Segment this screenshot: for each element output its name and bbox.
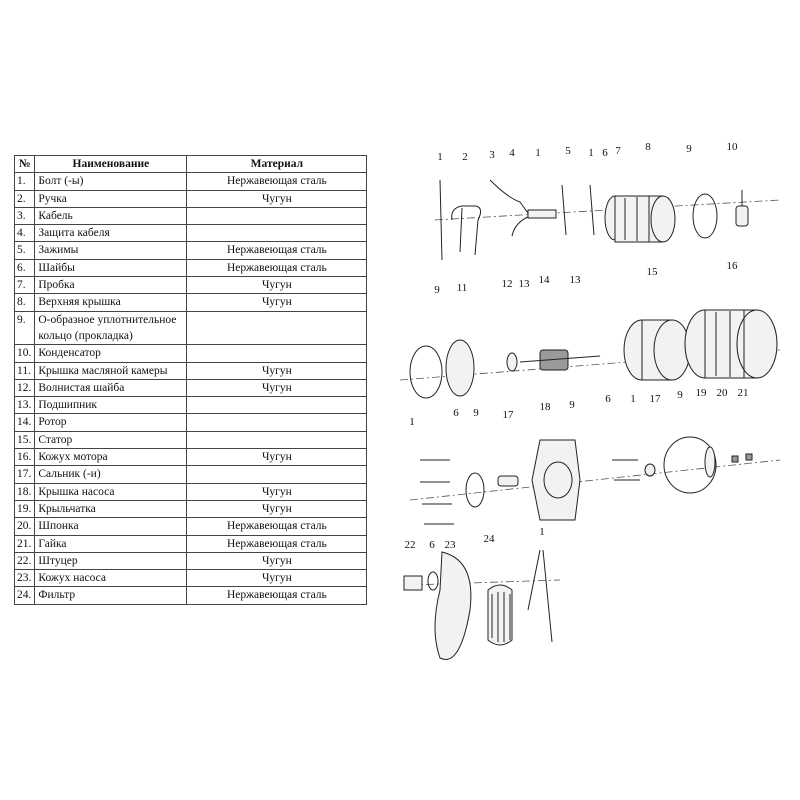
cell-name: Крышка масляной камеры (35, 362, 187, 379)
cell-name: Ротор (35, 414, 187, 431)
row1-assembly (435, 180, 780, 260)
cell-number: 12. (15, 379, 35, 396)
oring-shape-2 (410, 346, 442, 398)
table-row (15, 431, 367, 448)
cell-number: 14. (15, 414, 35, 431)
part-label: 20 (716, 387, 728, 399)
cell-name: Защита кабеля (35, 225, 187, 242)
cell-material: Чугун (187, 483, 367, 500)
part-label: 16 (726, 260, 738, 272)
part-label: 2 (462, 151, 468, 163)
part-label: 7 (615, 145, 621, 157)
cell-name: Болт (-ы) (35, 173, 187, 190)
cell-name: Кабель (35, 207, 187, 224)
cell-material (187, 397, 367, 414)
part-label: 17 (649, 393, 661, 405)
row3-assembly (410, 437, 780, 524)
part-label: 11 (456, 282, 468, 294)
cable-shape (490, 180, 530, 236)
part-label: 9 (686, 143, 692, 155)
table-row (15, 518, 367, 535)
part-label: 14 (538, 274, 550, 286)
cell-material: Чугун (187, 277, 367, 294)
cell-material: Чугун (187, 449, 367, 466)
table-row (15, 379, 367, 396)
part-label: 9 (473, 407, 479, 419)
cell-number: 1. (15, 173, 35, 190)
cell-name: Сальник (-и) (35, 466, 187, 483)
header-number: № (15, 156, 35, 173)
part-label: 9 (677, 389, 683, 401)
table-row (15, 362, 367, 379)
cell-number: 17. (15, 466, 35, 483)
header-name: Наименование (35, 156, 187, 173)
part-label: 17 (502, 409, 514, 421)
row4-assembly (404, 550, 560, 659)
table-row (15, 345, 367, 362)
cell-material: Чугун (187, 500, 367, 517)
table-row (15, 466, 367, 483)
part-label: 15 (646, 266, 658, 278)
cell-name: Подшипник (35, 397, 187, 414)
cell-name: Конденсатор (35, 345, 187, 362)
part-label: 6 (602, 147, 608, 159)
cell-material: Чугун (187, 294, 367, 311)
cell-name: Волнистая шайба (35, 379, 187, 396)
table-row (15, 587, 367, 604)
cell-number: 13. (15, 397, 35, 414)
oring-shape-1 (693, 194, 717, 238)
part-label: 13 (518, 278, 530, 290)
table-row (15, 242, 367, 259)
capacitor-shape (736, 206, 748, 226)
cell-material: Чугун (187, 379, 367, 396)
cell-number: 19. (15, 500, 35, 517)
table-row (15, 190, 367, 207)
cell-number: 4. (15, 225, 35, 242)
pump-housing-shape (435, 552, 471, 659)
part-label: 6 (429, 539, 435, 551)
cell-name: Кожух насоса (35, 570, 187, 587)
cell-name: Фильтр (35, 587, 187, 604)
part-label: 6 (605, 393, 611, 405)
cell-number: 6. (15, 259, 35, 276)
cell-material: Нержавеющая сталь (187, 587, 367, 604)
cell-name: Верхняя крышка (35, 294, 187, 311)
table-row (15, 449, 367, 466)
cell-material (187, 414, 367, 431)
part-label: 1 (409, 416, 415, 428)
cell-name: О-образное уплотнительное кольцо (прокладка) (35, 311, 187, 345)
cell-name: Шайбы (35, 259, 187, 276)
cell-name: Крышка насоса (35, 483, 187, 500)
cell-number: 18. (15, 483, 35, 500)
part-label: 1 (630, 393, 636, 405)
cell-number: 16. (15, 449, 35, 466)
table-header-row (15, 156, 367, 173)
cell-material (187, 207, 367, 224)
cell-material: Чугун (187, 570, 367, 587)
table-row (15, 225, 367, 242)
part-label: 13 (569, 274, 581, 286)
part-label: 21 (737, 387, 749, 399)
cell-number: 7. (15, 277, 35, 294)
table-row (15, 500, 367, 517)
part-label: 3 (489, 149, 495, 161)
cell-name: Штуцер (35, 552, 187, 569)
cell-material: Нержавеющая сталь (187, 242, 367, 259)
cell-number: 10. (15, 345, 35, 362)
part-label: 23 (444, 539, 456, 551)
part-label: 5 (565, 145, 571, 157)
cell-number: 24. (15, 587, 35, 604)
cell-material (187, 225, 367, 242)
part-label: 19 (695, 387, 707, 399)
table-row (15, 294, 367, 311)
cell-name: Шпонка (35, 518, 187, 535)
cell-material: Нержавеющая сталь (187, 535, 367, 552)
table-row (15, 570, 367, 587)
header-material: Материал (187, 156, 367, 173)
cell-number: 3. (15, 207, 35, 224)
part-label: 9 (569, 399, 575, 411)
part-label: 4 (509, 147, 515, 159)
table-row (15, 173, 367, 190)
cell-material: Нержавеющая сталь (187, 173, 367, 190)
cable-guard-shape (528, 210, 556, 218)
part-label: 12 (501, 278, 513, 290)
part-label: 10 (726, 141, 738, 153)
parts-table (14, 155, 367, 605)
part-label: 9 (434, 284, 440, 296)
table-row (15, 535, 367, 552)
table-row (15, 552, 367, 569)
cell-number: 2. (15, 190, 35, 207)
part-label: 24 (483, 533, 495, 545)
cell-material (187, 466, 367, 483)
cell-material: Чугун (187, 190, 367, 207)
cell-number: 23. (15, 570, 35, 587)
cell-name: Кожух мотора (35, 449, 187, 466)
table-row (15, 259, 367, 276)
cell-number: 21. (15, 535, 35, 552)
cell-number: 20. (15, 518, 35, 535)
table-row (15, 311, 367, 345)
part-label: 22 (404, 539, 416, 551)
row2-assembly (400, 310, 780, 398)
cell-number: 9. (15, 311, 35, 345)
cell-material (187, 431, 367, 448)
part-label: 1 (539, 526, 545, 538)
table-row (15, 397, 367, 414)
cell-number: 8. (15, 294, 35, 311)
cell-number: 5. (15, 242, 35, 259)
cell-name: Ручка (35, 190, 187, 207)
cell-material (187, 311, 367, 345)
cell-material: Нержавеющая сталь (187, 518, 367, 535)
part-label: 6 (453, 407, 459, 419)
pump-cover-shape (532, 440, 580, 520)
cell-material (187, 345, 367, 362)
impeller-shape (705, 447, 715, 477)
cell-name: Пробка (35, 277, 187, 294)
table-row (15, 277, 367, 294)
cell-name: Зажимы (35, 242, 187, 259)
table-row (15, 414, 367, 431)
part-label: 1 (535, 147, 541, 159)
cell-material: Чугун (187, 362, 367, 379)
cell-number: 15. (15, 431, 35, 448)
cell-material: Чугун (187, 552, 367, 569)
table-row (15, 483, 367, 500)
cell-material: Нержавеющая сталь (187, 259, 367, 276)
handle-shape (452, 206, 481, 255)
part-label: 8 (645, 141, 651, 153)
part-label: 18 (539, 401, 551, 413)
parts-table-body (15, 173, 367, 604)
cell-name: Гайка (35, 535, 187, 552)
part-label: 1 (437, 151, 443, 163)
cell-number: 11. (15, 362, 35, 379)
part-label: 1 (588, 147, 594, 159)
table-row (15, 207, 367, 224)
cell-name: Статор (35, 431, 187, 448)
cell-name: Крыльчатка (35, 500, 187, 517)
cell-number: 22. (15, 552, 35, 569)
exploded-pump-diagram (380, 140, 800, 680)
